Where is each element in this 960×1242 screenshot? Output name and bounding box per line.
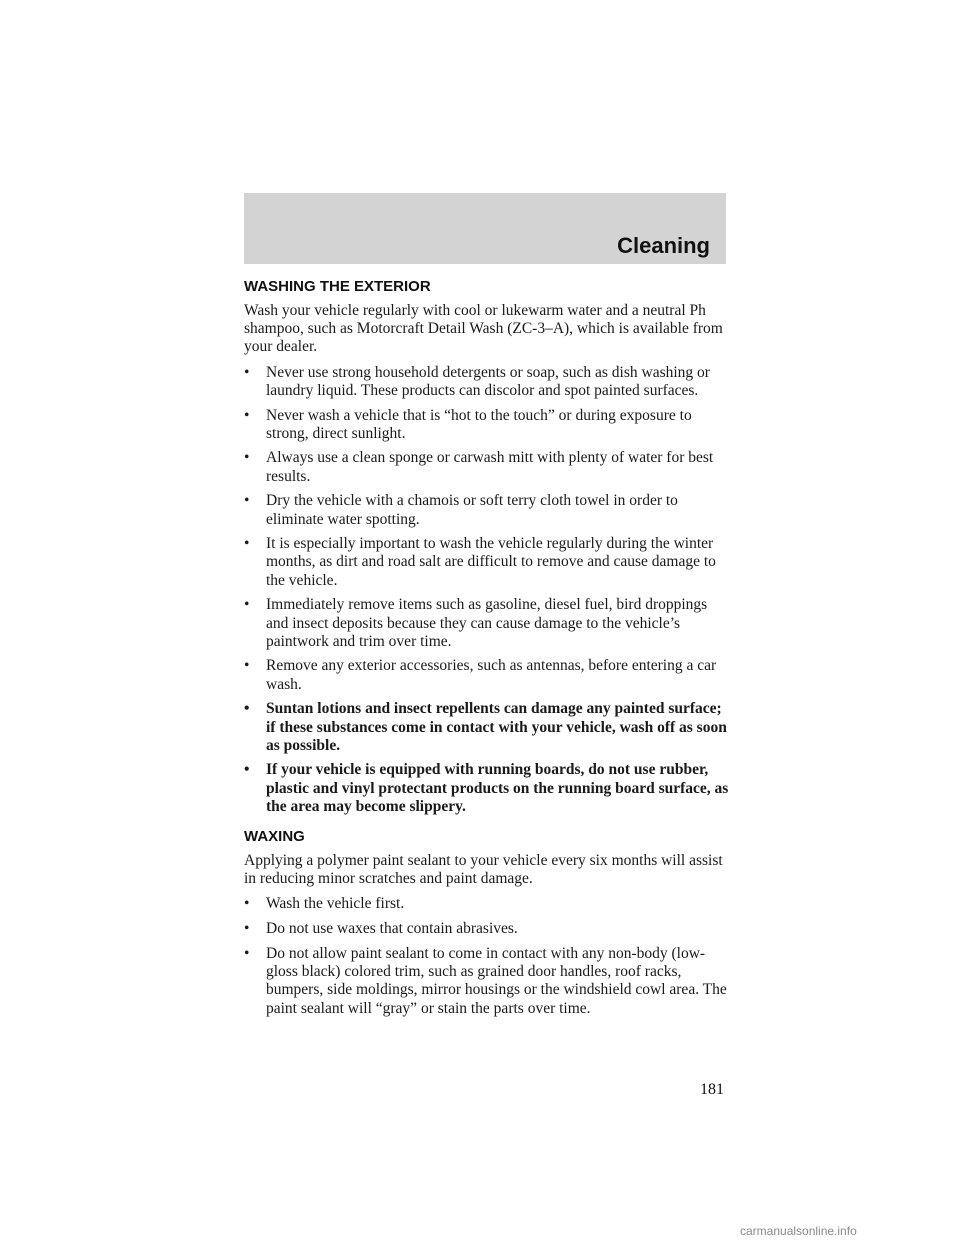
bullet-icon: • xyxy=(244,920,250,938)
list-item: • Never wash a vehicle that is “hot to the touch” or during exposure to strong, direct sunlight. xyxy=(244,406,692,442)
waxing-bullet-list xyxy=(244,895,730,1017)
list-item-warning: • If your vehicle is equipped with running boards, do not use rubber, plastic and vinyl protectant products on the running board surface, as the area may become slippery. xyxy=(244,761,729,815)
bullet-icon: • xyxy=(244,363,250,381)
list-item: • Wash the vehicle first. xyxy=(244,895,405,913)
watermark: carmanualsonline.info xyxy=(740,1224,857,1238)
list-item: • It is especially important to wash the vehicle regularly during the winter months, as dirt and road salt are difficult to remove and cause damage to the vehicle. xyxy=(244,535,716,589)
bullet-icon: • xyxy=(244,535,250,553)
washing-heading: WASHING THE EXTERIOR xyxy=(244,278,431,295)
list-item: • Remove any exterior accessories, such as antennas, before entering a car wash. xyxy=(244,657,717,693)
list-item: • Do not allow paint sealant to come in contact with any non-body (low-gloss black) colored trim, such as grained door handles, roof racks, bumpers, side moldings, mirror housings or the windshield cowl area. The paint sealant will “gray” or stain the parts over time. xyxy=(244,944,727,1017)
bullet-icon: • xyxy=(244,596,250,614)
washing-bullet-list xyxy=(244,364,730,816)
page-content xyxy=(244,278,730,1024)
bullet-icon: • xyxy=(244,657,250,675)
section-title: Cleaning xyxy=(617,233,710,258)
bullet-icon: • xyxy=(244,449,250,467)
list-item: • Always use a clean sponge or carwash mitt with plenty of water for best results. xyxy=(244,449,714,485)
list-item: • Immediately remove items such as gasoline, diesel fuel, bird droppings and insect deposits because they can cause damage to the vehicle’s paintwork and trim over time. xyxy=(244,596,708,650)
list-item-warning: • Suntan lotions and insect repellents can damage any painted surface; if these substances come in contact with your vehicle, wash off as soon as possible. xyxy=(244,700,727,754)
list-item: • Do not use waxes that contain abrasives. xyxy=(244,920,518,938)
bullet-icon: • xyxy=(244,700,250,718)
list-item: • Dry the vehicle with a chamois or soft terry cloth towel in order to eliminate water spotting. xyxy=(244,492,678,528)
bullet-icon: • xyxy=(244,406,250,424)
bullet-icon: • xyxy=(244,761,250,779)
waxing-heading: WAXING xyxy=(244,828,305,846)
bullet-icon: • xyxy=(244,492,250,510)
page-number: 181 xyxy=(700,1081,724,1098)
section-header-band xyxy=(244,193,726,264)
waxing-intro: Applying a polymer paint sealant to your vehicle every six months will assist in reducing minor scratches and paint damage. xyxy=(244,852,723,888)
list-item: • Never use strong household detergents or soap, such as dish washing or laundry liquid. These products can discolor and spot painted surfaces. xyxy=(244,363,710,399)
bullet-icon: • xyxy=(244,944,250,962)
bullet-icon: • xyxy=(244,895,250,913)
washing-intro: Wash your vehicle regularly with cool or lukewarm water and a neutral Ph shampoo, such as Motorcraft Detail Wash (ZC-3–A), which is available from your dealer. xyxy=(244,302,723,356)
